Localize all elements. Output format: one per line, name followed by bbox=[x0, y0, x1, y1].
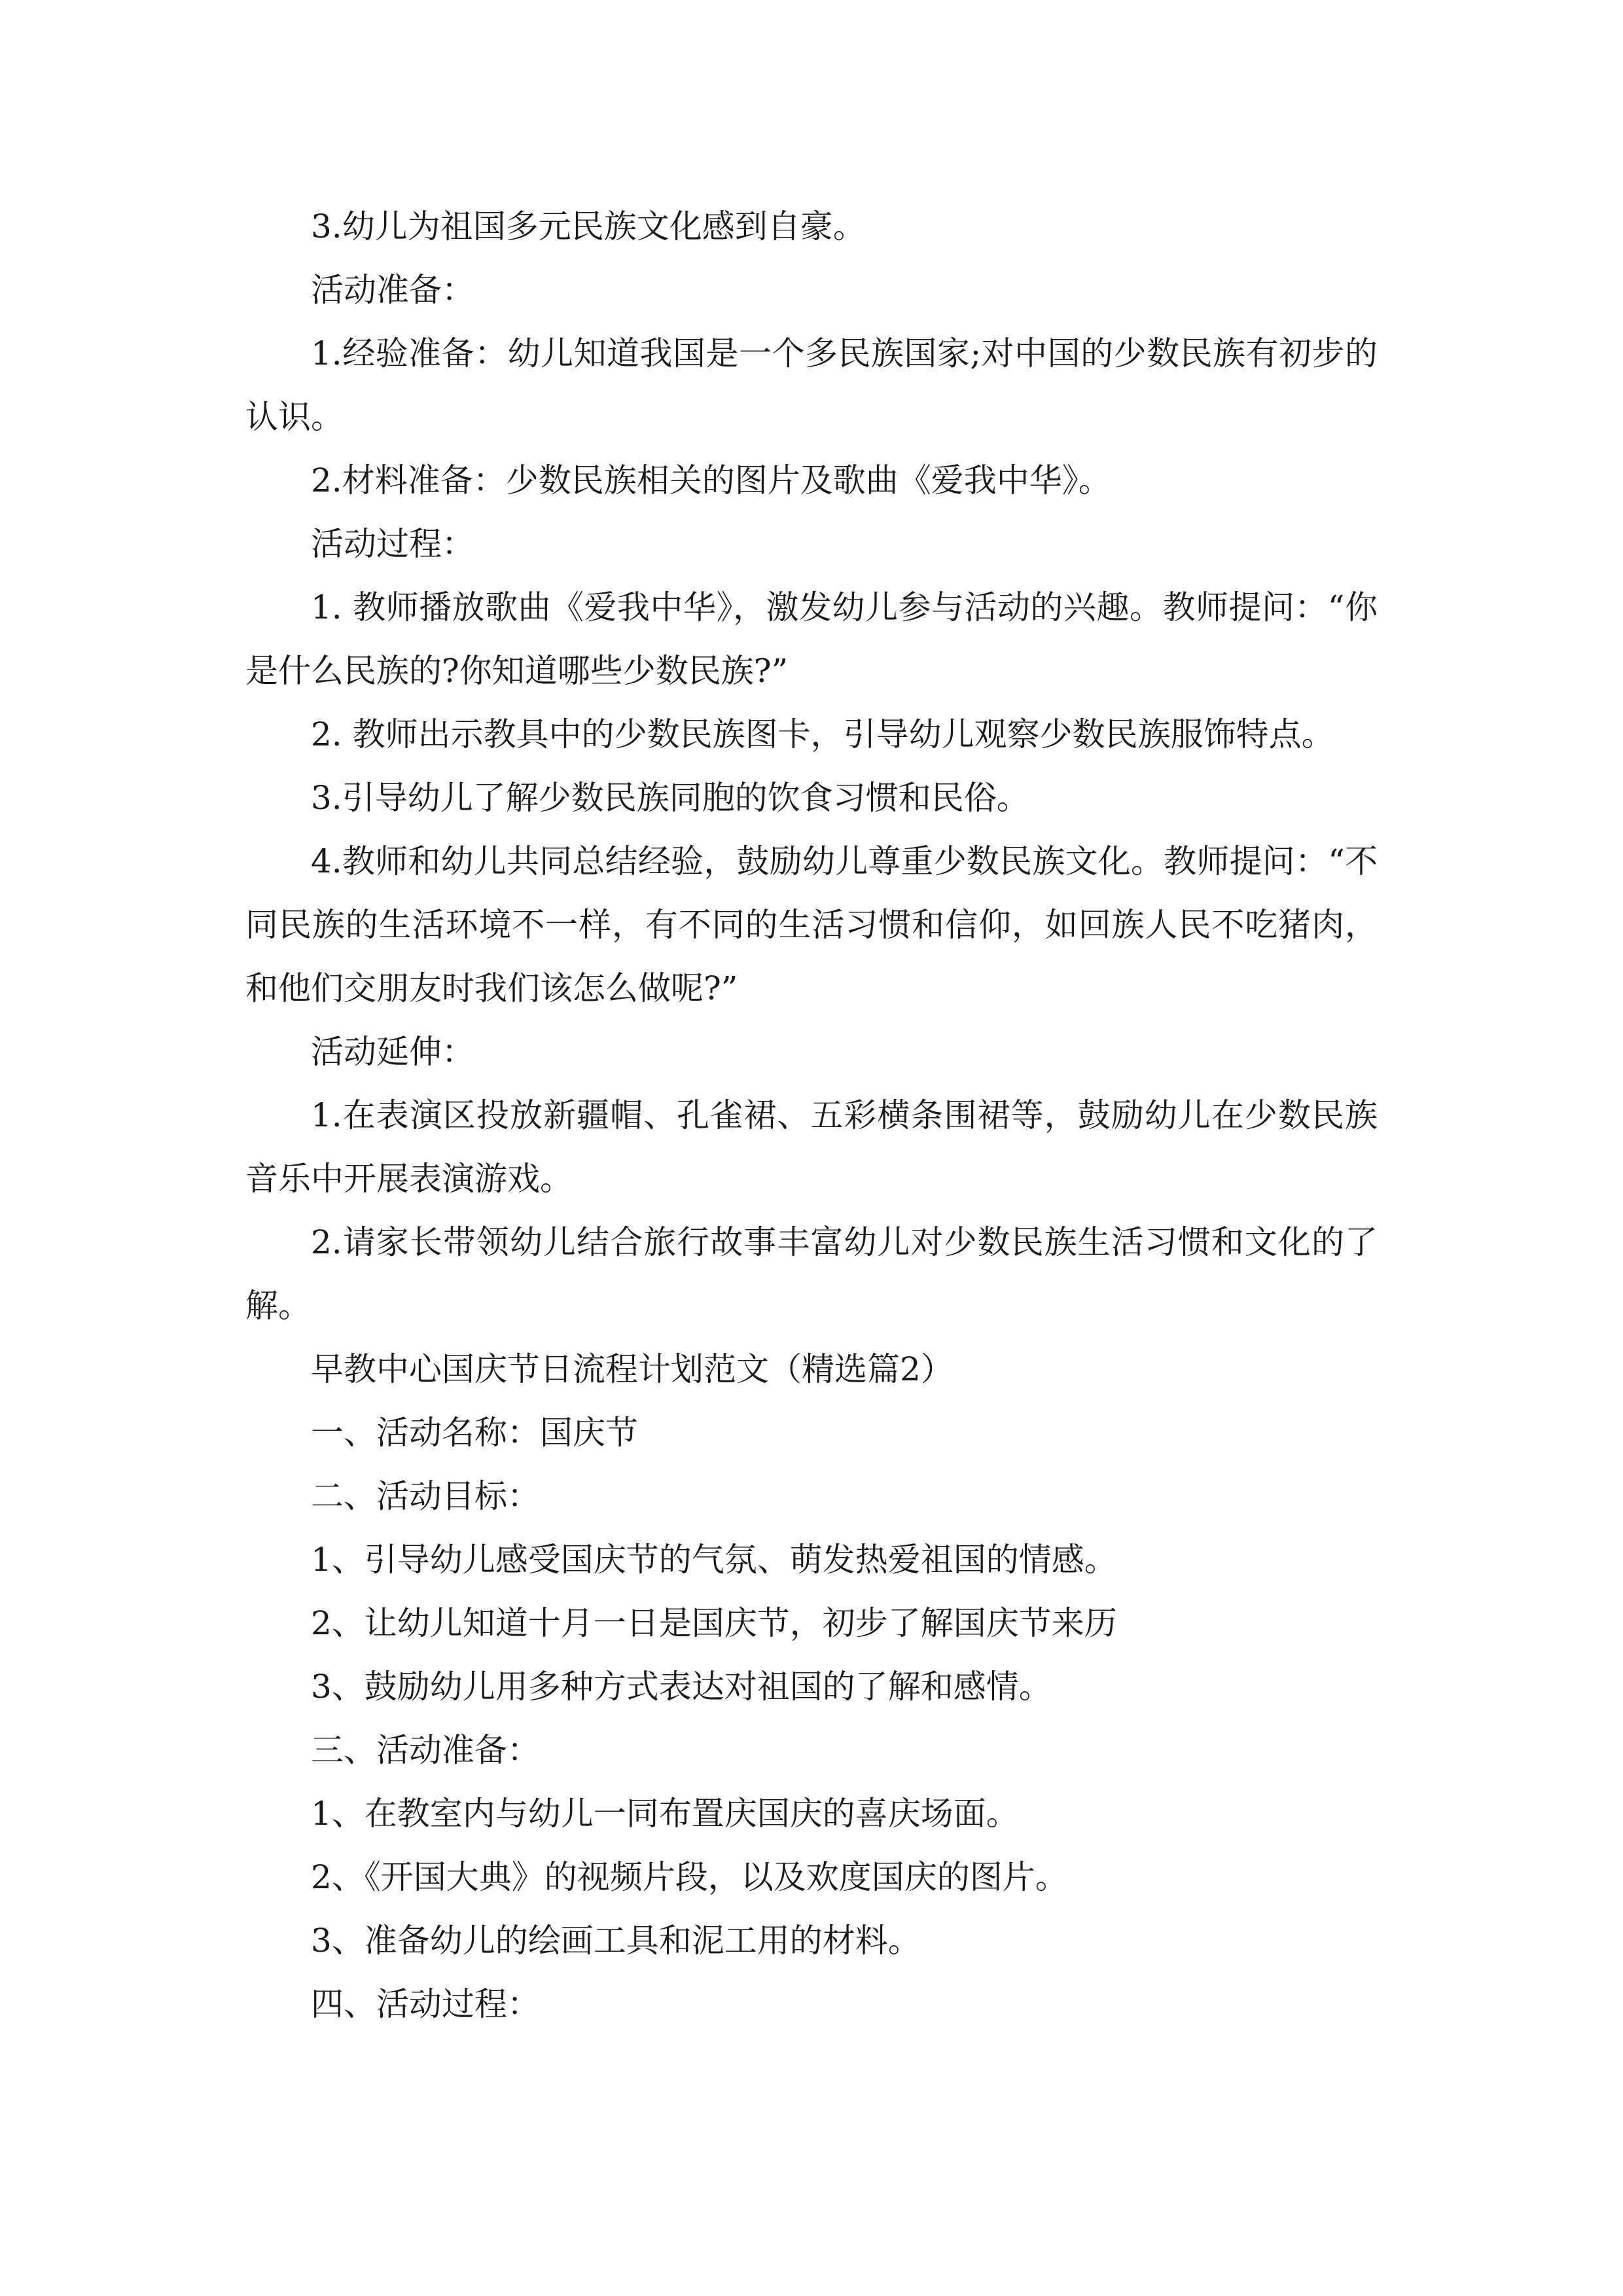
paragraph: 1、引导幼儿感受国庆节的气氛、萌发热爱祖国的情感。 bbox=[311, 1541, 1117, 1579]
paragraph: 1.经验准备：幼儿知道我国是一个多民族国家;对中国的少数民族有初步的认识。 bbox=[245, 334, 1378, 436]
paragraph: 2.材料准备：少数民族相关的图片及歌曲《爱我中华》。 bbox=[311, 461, 1111, 499]
article-title: 早教中心国庆节日流程计划范文（精选篇2） bbox=[311, 1350, 954, 1388]
paragraph: 2. 教师出示教具中的少数民族图卡，引导幼儿观察少数民族服饰特点。 bbox=[311, 715, 1334, 753]
paragraph: 4.教师和幼儿共同总结经验，鼓励幼儿尊重少数民族文化。教师提问：“不同民族的生活环境不一样，有不同的生活习惯和信仰，如回族人民不吃猪肉，和他们交朋友时我们该怎么做呢?” bbox=[245, 842, 1378, 1007]
section-heading: 活动延伸： bbox=[311, 1033, 474, 1071]
paragraph: 3、鼓励幼儿用多种方式表达对祖国的了解和感情。 bbox=[311, 1668, 1052, 1706]
paragraph: 1. 教师播放歌曲《爱我中华》，激发幼儿参与活动的兴趣。教师提问：“你是什么民族的?你知道哪些少数民族?” bbox=[245, 588, 1378, 690]
paragraph: 3.引导幼儿了解少数民族同胞的饮食习惯和民俗。 bbox=[311, 779, 1029, 817]
section-heading: 四、活动过程： bbox=[311, 1985, 540, 2023]
paragraph: 3、准备幼儿的绘画工具和泥工用的材料。 bbox=[311, 1922, 921, 1960]
document-body bbox=[245, 195, 1378, 2036]
paragraph: 2、让幼儿知道十月一日是国庆节，初步了解国庆节来历 bbox=[311, 1604, 1117, 1642]
paragraph: 2.请家长带领幼儿结合旅行故事丰富幼儿对少数民族生活习惯和文化的了解。 bbox=[245, 1223, 1378, 1325]
section-heading: 二、活动目标： bbox=[311, 1477, 540, 1515]
section-heading: 活动过程： bbox=[311, 525, 474, 563]
paragraph: 3.幼儿为祖国多元民族文化感到自豪。 bbox=[311, 207, 866, 245]
paragraph: 2、《开国大典》的视频片段，以及欢度国庆的图片。 bbox=[311, 1858, 1068, 1896]
paragraph: 1、在教室内与幼儿一同布置庆国庆的喜庆场面。 bbox=[311, 1795, 1019, 1833]
section-heading: 三、活动准备： bbox=[311, 1731, 540, 1769]
section-heading: 活动准备： bbox=[311, 271, 474, 309]
paragraph: 1.在表演区投放新疆帽、孔雀裙、五彩横条围裙等，鼓励幼儿在少数民族音乐中开展表演游戏。 bbox=[245, 1096, 1378, 1198]
section-heading: 一、活动名称：国庆节 bbox=[311, 1414, 638, 1452]
